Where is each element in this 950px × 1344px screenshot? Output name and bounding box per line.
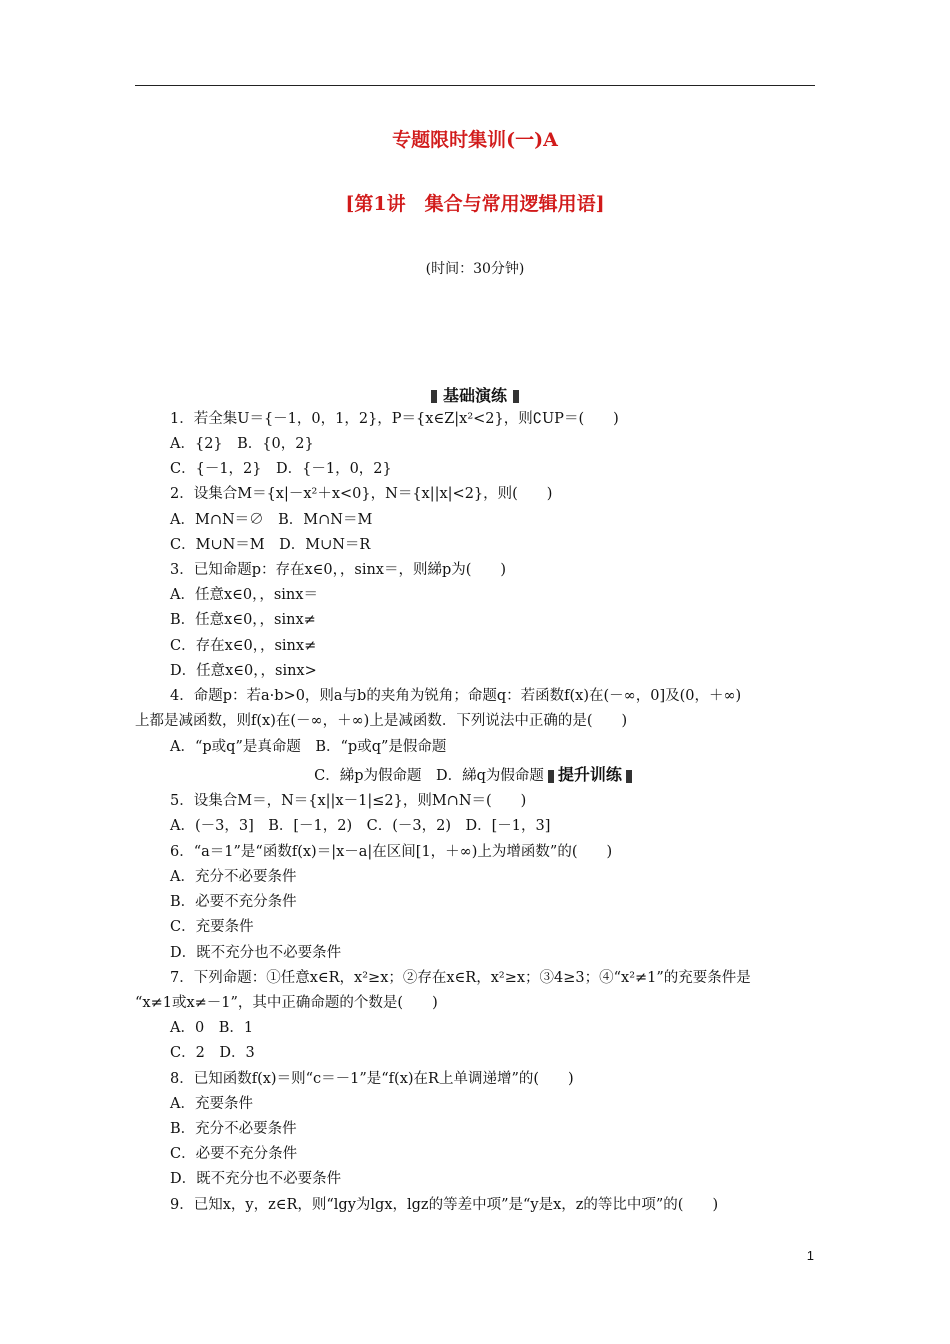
question-9: 9．已知x，y，z∈R，则“lgy为lgx，lgz的等差中项”是“y是x，z的等比中项”的( ) [170,1197,719,1213]
question-5: 5．设集合M＝，N＝{x||x－1|≤2}，则M∩N＝( ) [170,793,527,809]
option-line: D．既不充分也不必要条件 [170,945,342,961]
option-line: A．{2} B．{0，2} [170,436,314,452]
option-line: C．2 D．3 [170,1045,255,1061]
block-marker-icon [626,770,632,783]
block-marker-icon [513,390,519,403]
option-line: C．充要条件 [170,919,254,935]
option-line: B．必要不充分条件 [170,894,297,910]
option-line: A．(－3，3] B．[－1，2) C．(－3，2) D．[－1，3] [170,818,551,834]
page-number: 1 [806,1248,814,1263]
header-rule [135,85,815,86]
question-4-cont: 上都是减函数，则f(x)在(－∞，＋∞)上是减函数．下列说法中正确的是( ) [135,713,628,729]
option-line: C．必要不充分条件 [170,1146,298,1162]
option-line: A．0 B．1 [170,1020,254,1036]
question-2: 2．设集合M＝{x|－x²＋x<0}，N＝{x||x|<2}，则( ) [170,486,553,502]
option-line: A．“p或q”是真命题 B．“p或q”是假命题 [170,739,447,755]
doc-title: 专题限时集训(一)A [392,129,558,151]
option-line: A．充要条件 [170,1096,253,1112]
question-6: 6．“a＝1”是“函数f(x)＝|x－a|在区间[1，＋∞)上为增函数”的( ) [170,844,613,860]
option-line: B．充分不必要条件 [170,1121,297,1137]
block-marker-icon [431,390,437,403]
question-3: 3．已知命题p：存在x∈0，，sinx＝，则綈p为( ) [170,562,507,578]
question-7: 7．下列命题：①任意x∈R，x²≥x；②存在x∈R，x²≥x；③4≥3；④“x²≠1”的充要条件是 [170,970,751,986]
option-line: D．既不充分也不必要条件 [170,1171,342,1187]
option-line: D．任意x∈0，，sinx> [170,663,317,679]
question-7-cont: “x≠1或x≠－1”，其中正确命题的个数是( ) [135,995,438,1011]
option-line: A．任意x∈0，，sinx＝ [170,587,318,603]
option-line: A．M∩N＝∅ B．M∩N＝M [170,512,373,528]
section-heading-basic: 基础演练 [0,383,950,406]
question-8: 8．已知函数f(x)＝则“c＝－1”是“f(x)在R上单调递增”的( ) [170,1071,574,1087]
question-1: 1．若全集U＝{－1，0，1，2}，P＝{x∈Z|x²<2}，则∁UP＝( ) [170,411,619,427]
time-limit: (时间：30分钟) [425,261,525,277]
option-line-with-section: C．綈p为假命题 D．綈q为假命题 提升训练 [0,765,950,786]
question-4: 4．命题p：若a·b>0，则a与b的夹角为锐角；命题q：若函数f(x)在(－∞，0]及(0，＋∞) [170,688,742,704]
option-line: B．任意x∈0，，sinx≠ [170,612,316,628]
option-line: A．充分不必要条件 [170,869,297,885]
option-line: C．M∪N＝M D．M∪N＝R [170,537,371,553]
doc-subtitle: [第1讲 集合与常用逻辑用语] [345,193,605,215]
block-marker-icon [548,770,554,783]
option-line: C．{－1，2} D．{－1，0，2} [170,461,392,477]
section-heading-advanced: 提升训练 [557,765,622,784]
option-line: C．存在x∈0，，sinx≠ [170,638,317,654]
